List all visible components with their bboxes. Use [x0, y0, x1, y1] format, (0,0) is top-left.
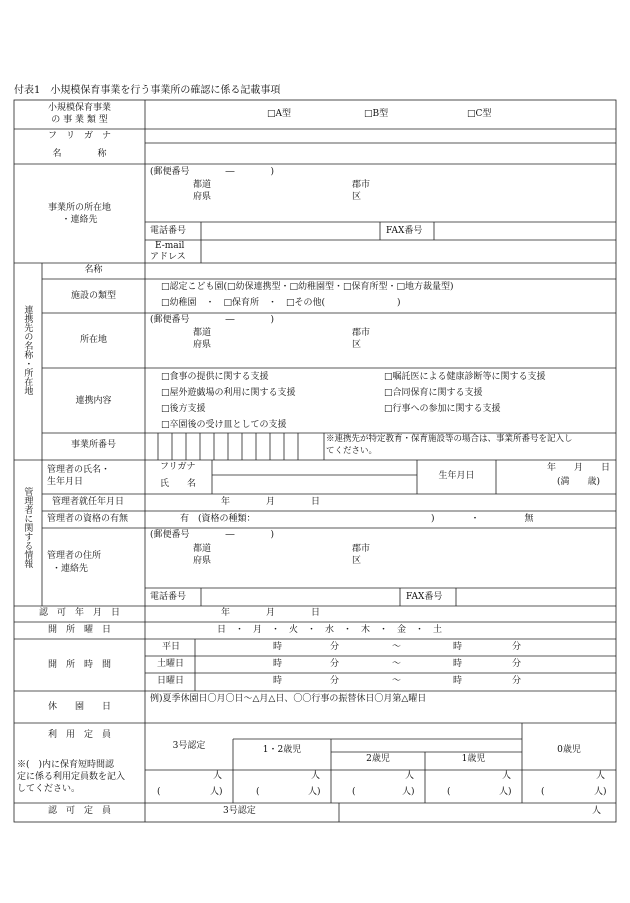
jigyousho-tel-label: 電話番号: [150, 226, 187, 236]
kaisho-youbi-value: 日 ・ 月 ・ 火 ・ 水 ・ 木 ・ 金 ・ 土: [217, 625, 443, 635]
jigyousho-email-label: E-mail: [155, 241, 185, 251]
renkei-todo: 都道: [193, 328, 212, 338]
kanrisha-birthdate-label: 生年月日: [438, 471, 475, 481]
content-item[interactable]: □行事への参加に関する支援: [384, 404, 501, 414]
renkei-address-label: 所在地: [79, 335, 107, 345]
ruikei-option-b[interactable]: □B型: [364, 109, 389, 119]
ruikei-option-c[interactable]: □C型: [467, 109, 492, 119]
riyou-teiin-note-3: してください。: [17, 784, 81, 794]
ninka-teiin-label: 認 可 定 員: [47, 806, 111, 816]
renkei-number-note-2: てください。: [326, 446, 378, 456]
jigyou-ruikei-label: 小規模保育事業: [47, 103, 111, 113]
jigyousho-email-label-2: アドレス: [150, 252, 186, 262]
kanrisha-address-label: 管理者の住所: [47, 551, 102, 561]
riyou-paren-open: (: [541, 787, 545, 797]
kanrisha-tel-label: 電話番号: [150, 592, 187, 602]
kanrisha-shimei-label: 氏 名: [160, 479, 197, 489]
riyou-paren-close: 人): [594, 787, 607, 797]
riyou-paren-close: 人): [499, 787, 512, 797]
content-item[interactable]: □嘱託医による健康診断等に関する支援: [384, 372, 546, 382]
content-item[interactable]: □合同保育に関する支援: [384, 388, 483, 398]
shisetsu-option-1[interactable]: □認定こども園(□幼保連携型・□幼稚園型・□保育所型・□地方裁量型): [161, 282, 454, 292]
riyou-unit: 人: [405, 771, 415, 781]
kaisho-jikan-label: 開 所 時 間: [47, 660, 111, 670]
jikan-row-label: 平日: [162, 642, 181, 652]
furigana-label: フ リ ガ ナ: [47, 131, 111, 141]
jigyousho-fax-label: FAX番号: [386, 226, 423, 236]
kyuuen-label: 休 園 日: [47, 702, 111, 712]
riyou-teiin-label: 利 用 定 員: [47, 730, 111, 740]
document-title: 付表1 小規模保育事業を行う事業所の確認に係る記載事項: [14, 85, 281, 96]
renkei-content-label: 連携内容: [75, 396, 112, 406]
kanrisha-ku: 区: [352, 556, 362, 566]
jikan-minute: 分: [330, 642, 340, 652]
ninka-date-value: 年 月 日: [221, 608, 321, 618]
jigyousho-ku: 区: [352, 192, 362, 202]
riyou-paren-open: (: [157, 787, 161, 797]
content-item[interactable]: □屋外遊戯場の利用に関する支援: [161, 388, 296, 398]
kanrisha-age-value: (満 歳): [556, 477, 600, 487]
kanrisha-side-label: 管理者に関する情報: [22, 487, 33, 568]
jikan-row-label: 日曜日: [157, 676, 185, 686]
jigyousho-address-label: 事業所の所在地: [47, 203, 111, 213]
jikan-tilde: ～: [392, 676, 402, 686]
renkei-gunshi: 郡市: [352, 328, 371, 338]
ninka-date-label: 認 可 年 月 日: [38, 608, 120, 618]
jigyou-ruikei-label-2: の 事 業 類 型: [51, 115, 108, 125]
riyou-col-1: 1歳児: [461, 754, 486, 764]
kanrisha-name-label: 管理者の氏名・: [47, 465, 111, 475]
kanrisha-name-label-2: 生年月日: [47, 477, 84, 487]
jikan-hour: 時: [273, 642, 283, 652]
kanrisha-gunshi: 郡市: [352, 544, 371, 554]
kanrisha-shikaku-value: 有 (資格の種類： ) ・ 無: [180, 514, 534, 524]
kanrisha-furigana-label: フリガナ: [160, 462, 196, 472]
shisetsu-option-2[interactable]: □幼稚園 ・ □保育所 ・ □その他( ): [161, 298, 401, 308]
kanrisha-address-label-2: ・連絡先: [52, 564, 89, 574]
jikan-minute: 分: [512, 676, 522, 686]
ninka-teiin-unit: 人: [592, 806, 602, 816]
riyou-teiin-note: ※( )内に保育短時間認: [17, 760, 115, 770]
riyou-unit: 人: [311, 771, 321, 781]
kanrisha-todo: 都道: [193, 544, 212, 554]
jikan-minute: 分: [512, 659, 522, 669]
renkei-postal: (郵便番号 ― ): [150, 315, 275, 325]
ninka-teiin-col: 3号認定: [223, 806, 256, 816]
jikan-minute: 分: [330, 676, 340, 686]
riyou-unit: 人: [213, 771, 223, 781]
content-item[interactable]: □食事の提供に関する支援: [161, 372, 269, 382]
riyou-col-12: 1・2歳児: [262, 745, 302, 755]
jigyousho-gunshi: 郡市: [352, 180, 371, 190]
riyou-paren-open: (: [352, 787, 356, 797]
riyou-paren-close: 人): [308, 787, 321, 797]
renkei-fuken: 府県: [193, 340, 212, 350]
riyou-paren-open: (: [447, 787, 451, 797]
kanrisha-fuken: 府県: [193, 556, 212, 566]
kanrisha-shuunin-label: 管理者就任年月日: [52, 497, 125, 507]
jigyousho-postal: (郵便番号 ― ): [150, 167, 275, 177]
riyou-teiin-note-2: 定に係る利用定員数を記入: [17, 772, 126, 782]
jigyousho-todo: 都道: [193, 180, 212, 190]
jikan-hour: 時: [273, 659, 283, 669]
content-item[interactable]: □卒園後の受け皿としての支援: [161, 420, 287, 430]
jikan-minute: 分: [512, 642, 522, 652]
riyou-col-0: 0歳児: [557, 745, 581, 755]
kanrisha-shikaku-label: 管理者の資格の有無: [47, 514, 129, 524]
riyou-paren-close: 人): [210, 787, 223, 797]
renkei-number-note: ※連携先が特定教育・保育施設等の場合は、事業所番号を記入し: [326, 434, 573, 444]
jigyousho-fuken: 府県: [193, 192, 212, 202]
renkei-side-label: 連携先の名称・所在地: [22, 305, 33, 395]
jikan-hour: 時: [453, 676, 463, 686]
ruikei-option-a[interactable]: □A型: [267, 109, 292, 119]
kanrisha-fax-label: FAX番号: [406, 592, 443, 602]
meishou-label: 名 称: [52, 149, 107, 159]
kanrisha-birthdate-value: 年 月 日: [546, 463, 610, 473]
jikan-hour: 時: [453, 642, 463, 652]
kaisho-youbi-label: 開 所 曜 日: [47, 625, 111, 635]
content-item[interactable]: □後方支援: [161, 404, 206, 414]
jikan-minute: 分: [330, 659, 340, 669]
jikan-tilde: ～: [392, 659, 402, 669]
riyou-paren-close: 人): [402, 787, 415, 797]
riyou-col-3gou: 3号認定: [172, 741, 206, 751]
renkei-name-label: 名称: [84, 265, 103, 275]
jigyousho-address-label-2: ・連絡先: [61, 215, 98, 225]
kyuuen-example: 例)夏季休園日〇月〇日～△月△日、〇〇行事の振替休日〇月第△曜日: [150, 694, 427, 704]
riyou-paren-open: (: [256, 787, 260, 797]
renkei-shisetsu-label: 施設の類型: [70, 291, 116, 301]
renkei-ku: 区: [352, 340, 362, 350]
jikan-tilde: ～: [392, 642, 402, 652]
riyou-unit: 人: [596, 771, 606, 781]
renkei-number-label: 事業所番号: [70, 440, 116, 450]
kanrisha-postal: (郵便番号 ― ): [150, 530, 275, 540]
jikan-hour: 時: [453, 659, 463, 669]
jikan-row-label: 土曜日: [157, 659, 185, 669]
jikan-hour: 時: [273, 676, 283, 686]
kanrisha-shuunin-value: 年 月 日: [221, 497, 321, 507]
riyou-unit: 人: [502, 771, 512, 781]
riyou-col-2: 2歳児: [366, 754, 390, 764]
